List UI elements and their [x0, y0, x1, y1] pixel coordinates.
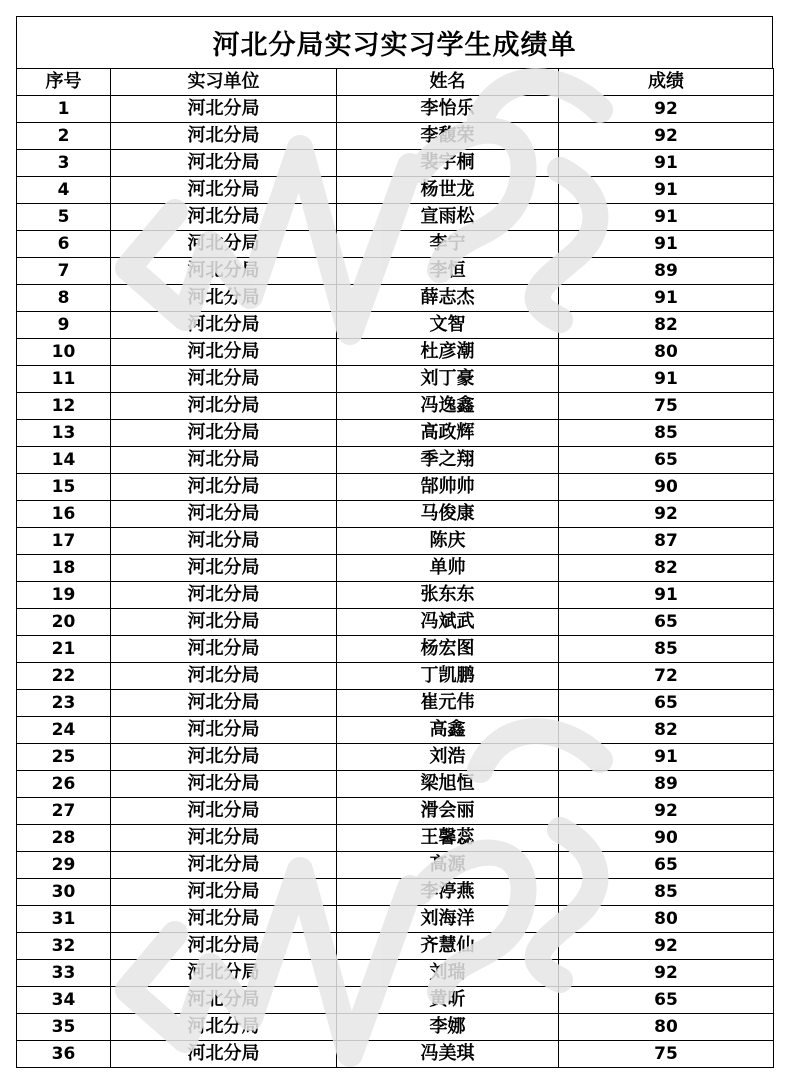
table-row — [17, 798, 774, 825]
cell-unit: 河北分局 — [111, 609, 337, 636]
cell-name: 杨世龙 — [337, 177, 559, 204]
cell-name: 刘海洋 — [337, 906, 559, 933]
cell-score: 80 — [559, 1014, 774, 1041]
table-row — [17, 852, 774, 879]
cell-name: 文智 — [337, 312, 559, 339]
cell-unit: 河北分局 — [111, 420, 337, 447]
cell-unit: 河北分局 — [111, 852, 337, 879]
cell-no: 11 — [17, 366, 111, 393]
cell-unit: 河北分局 — [111, 771, 337, 798]
header-unit: 实习单位 — [111, 69, 337, 96]
table-row — [17, 393, 774, 420]
cell-no: 1 — [17, 96, 111, 123]
cell-score: 72 — [559, 663, 774, 690]
cell-no: 28 — [17, 825, 111, 852]
table-row — [17, 582, 774, 609]
cell-score: 65 — [559, 609, 774, 636]
cell-unit: 河北分局 — [111, 690, 337, 717]
cell-score: 75 — [559, 1041, 774, 1068]
cell-no: 23 — [17, 690, 111, 717]
cell-unit: 河北分局 — [111, 312, 337, 339]
cell-unit: 河北分局 — [111, 204, 337, 231]
table-row — [17, 366, 774, 393]
table-row — [17, 717, 774, 744]
cell-score: 85 — [559, 879, 774, 906]
table-row — [17, 312, 774, 339]
cell-name: 滑会丽 — [337, 798, 559, 825]
cell-name: 张东东 — [337, 582, 559, 609]
table-row — [17, 636, 774, 663]
header-score: 成绩 — [559, 69, 774, 96]
table-row — [17, 555, 774, 582]
cell-name: 刘浩 — [337, 744, 559, 771]
cell-no: 30 — [17, 879, 111, 906]
table-row — [17, 501, 774, 528]
cell-name: 李宁 — [337, 231, 559, 258]
cell-unit: 河北分局 — [111, 555, 337, 582]
page-title: 河北分局实习实习学生成绩单 — [212, 30, 577, 61]
cell-name: 冯逸鑫 — [337, 393, 559, 420]
header-name: 姓名 — [337, 69, 559, 96]
table-row — [17, 150, 774, 177]
cell-no: 20 — [17, 609, 111, 636]
cell-no: 24 — [17, 717, 111, 744]
cell-score: 91 — [559, 366, 774, 393]
cell-unit: 河北分局 — [111, 150, 337, 177]
cell-score: 65 — [559, 987, 774, 1014]
cell-no: 18 — [17, 555, 111, 582]
cell-no: 4 — [17, 177, 111, 204]
cell-no: 36 — [17, 1041, 111, 1068]
table-row — [17, 663, 774, 690]
cell-score: 91 — [559, 150, 774, 177]
cell-unit: 河北分局 — [111, 339, 337, 366]
cell-no: 33 — [17, 960, 111, 987]
table-body — [17, 96, 774, 1068]
cell-unit: 河北分局 — [111, 123, 337, 150]
cell-unit: 河北分局 — [111, 825, 337, 852]
cell-score: 92 — [559, 123, 774, 150]
cell-unit: 河北分局 — [111, 933, 337, 960]
cell-score: 90 — [559, 474, 774, 501]
score-table — [16, 68, 774, 1068]
cell-no: 35 — [17, 1014, 111, 1041]
cell-name: 高鑫 — [337, 717, 559, 744]
table-row — [17, 609, 774, 636]
cell-name: 冯美琪 — [337, 1041, 559, 1068]
cell-no: 19 — [17, 582, 111, 609]
cell-unit: 河北分局 — [111, 474, 337, 501]
cell-name: 宣雨松 — [337, 204, 559, 231]
cell-no: 10 — [17, 339, 111, 366]
cell-score: 92 — [559, 933, 774, 960]
table-row — [17, 285, 774, 312]
cell-no: 17 — [17, 528, 111, 555]
title-row — [16, 16, 773, 68]
cell-no: 31 — [17, 906, 111, 933]
cell-name: 梁旭恒 — [337, 771, 559, 798]
cell-no: 12 — [17, 393, 111, 420]
cell-name: 单帅 — [337, 555, 559, 582]
table-row — [17, 879, 774, 906]
cell-unit: 河北分局 — [111, 744, 337, 771]
cell-score: 65 — [559, 852, 774, 879]
cell-score: 92 — [559, 960, 774, 987]
cell-name: 王馨蕊 — [337, 825, 559, 852]
cell-unit: 河北分局 — [111, 798, 337, 825]
cell-unit: 河北分局 — [111, 285, 337, 312]
cell-name: 丁凯鹏 — [337, 663, 559, 690]
cell-unit: 河北分局 — [111, 258, 337, 285]
cell-unit: 河北分局 — [111, 231, 337, 258]
cell-name: 齐慧仙 — [337, 933, 559, 960]
cell-no: 13 — [17, 420, 111, 447]
cell-score: 92 — [559, 501, 774, 528]
cell-unit: 河北分局 — [111, 393, 337, 420]
cell-name: 马俊康 — [337, 501, 559, 528]
table-row — [17, 339, 774, 366]
cell-no: 16 — [17, 501, 111, 528]
cell-score: 92 — [559, 96, 774, 123]
cell-name: 刘丁豪 — [337, 366, 559, 393]
cell-score: 85 — [559, 420, 774, 447]
cell-score: 91 — [559, 204, 774, 231]
table-row — [17, 1014, 774, 1041]
cell-unit: 河北分局 — [111, 96, 337, 123]
cell-no: 26 — [17, 771, 111, 798]
cell-score: 91 — [559, 582, 774, 609]
cell-no: 7 — [17, 258, 111, 285]
cell-no: 14 — [17, 447, 111, 474]
cell-name: 杨宏图 — [337, 636, 559, 663]
cell-score: 82 — [559, 312, 774, 339]
cell-no: 22 — [17, 663, 111, 690]
cell-score: 75 — [559, 393, 774, 420]
table-row — [17, 744, 774, 771]
cell-name: 崔元伟 — [337, 690, 559, 717]
cell-name: 郜帅帅 — [337, 474, 559, 501]
cell-no: 29 — [17, 852, 111, 879]
cell-score: 80 — [559, 906, 774, 933]
cell-unit: 河北分局 — [111, 960, 337, 987]
table-row — [17, 447, 774, 474]
cell-name: 冯斌武 — [337, 609, 559, 636]
cell-score: 91 — [559, 231, 774, 258]
cell-unit: 河北分局 — [111, 501, 337, 528]
cell-unit: 河北分局 — [111, 528, 337, 555]
cell-name: 李娜 — [337, 1014, 559, 1041]
table-row — [17, 1041, 774, 1068]
cell-unit: 河北分局 — [111, 582, 337, 609]
table-row — [17, 825, 774, 852]
table-row — [17, 123, 774, 150]
header-no: 序号 — [17, 69, 111, 96]
cell-score: 90 — [559, 825, 774, 852]
cell-no: 2 — [17, 123, 111, 150]
score-sheet — [16, 16, 773, 1068]
cell-no: 15 — [17, 474, 111, 501]
cell-score: 80 — [559, 339, 774, 366]
cell-unit: 河北分局 — [111, 1041, 337, 1068]
cell-name: 杜彦潮 — [337, 339, 559, 366]
cell-score: 85 — [559, 636, 774, 663]
cell-no: 32 — [17, 933, 111, 960]
cell-unit: 河北分局 — [111, 366, 337, 393]
cell-name: 李怡乐 — [337, 96, 559, 123]
cell-no: 27 — [17, 798, 111, 825]
cell-name: 陈庆 — [337, 528, 559, 555]
table-row — [17, 906, 774, 933]
cell-name: 李渟燕 — [337, 879, 559, 906]
cell-score: 65 — [559, 447, 774, 474]
cell-name: 高政辉 — [337, 420, 559, 447]
table-row — [17, 987, 774, 1014]
cell-unit: 河北分局 — [111, 906, 337, 933]
cell-no: 34 — [17, 987, 111, 1014]
cell-unit: 河北分局 — [111, 447, 337, 474]
table-row — [17, 933, 774, 960]
cell-name: 季之翔 — [337, 447, 559, 474]
cell-unit: 河北分局 — [111, 879, 337, 906]
table-row — [17, 690, 774, 717]
cell-score: 91 — [559, 744, 774, 771]
cell-score: 91 — [559, 177, 774, 204]
cell-score: 89 — [559, 258, 774, 285]
cell-name: 李恒 — [337, 258, 559, 285]
cell-no: 3 — [17, 150, 111, 177]
cell-no: 6 — [17, 231, 111, 258]
cell-score: 92 — [559, 798, 774, 825]
cell-no: 8 — [17, 285, 111, 312]
cell-unit: 河北分局 — [111, 987, 337, 1014]
table-row — [17, 177, 774, 204]
cell-unit: 河北分局 — [111, 663, 337, 690]
cell-score: 87 — [559, 528, 774, 555]
table-row — [17, 258, 774, 285]
cell-score: 91 — [559, 285, 774, 312]
cell-no: 9 — [17, 312, 111, 339]
cell-unit: 河北分局 — [111, 717, 337, 744]
cell-name: 刘瑞 — [337, 960, 559, 987]
table-row — [17, 474, 774, 501]
table-row — [17, 420, 774, 447]
cell-unit: 河北分局 — [111, 1014, 337, 1041]
header-row — [17, 69, 774, 96]
cell-score: 89 — [559, 771, 774, 798]
cell-name: 裴宇桐 — [337, 150, 559, 177]
table-row — [17, 96, 774, 123]
cell-no: 21 — [17, 636, 111, 663]
cell-unit: 河北分局 — [111, 636, 337, 663]
table-row — [17, 960, 774, 987]
table-row — [17, 528, 774, 555]
cell-name: 高源 — [337, 852, 559, 879]
cell-no: 5 — [17, 204, 111, 231]
cell-unit: 河北分局 — [111, 177, 337, 204]
cell-name: 黄昕 — [337, 987, 559, 1014]
cell-score: 82 — [559, 555, 774, 582]
cell-name: 李馥荣 — [337, 123, 559, 150]
table-row — [17, 771, 774, 798]
cell-no: 25 — [17, 744, 111, 771]
cell-score: 82 — [559, 717, 774, 744]
table-row — [17, 231, 774, 258]
cell-name: 薛志杰 — [337, 285, 559, 312]
table-row — [17, 204, 774, 231]
cell-score: 65 — [559, 690, 774, 717]
